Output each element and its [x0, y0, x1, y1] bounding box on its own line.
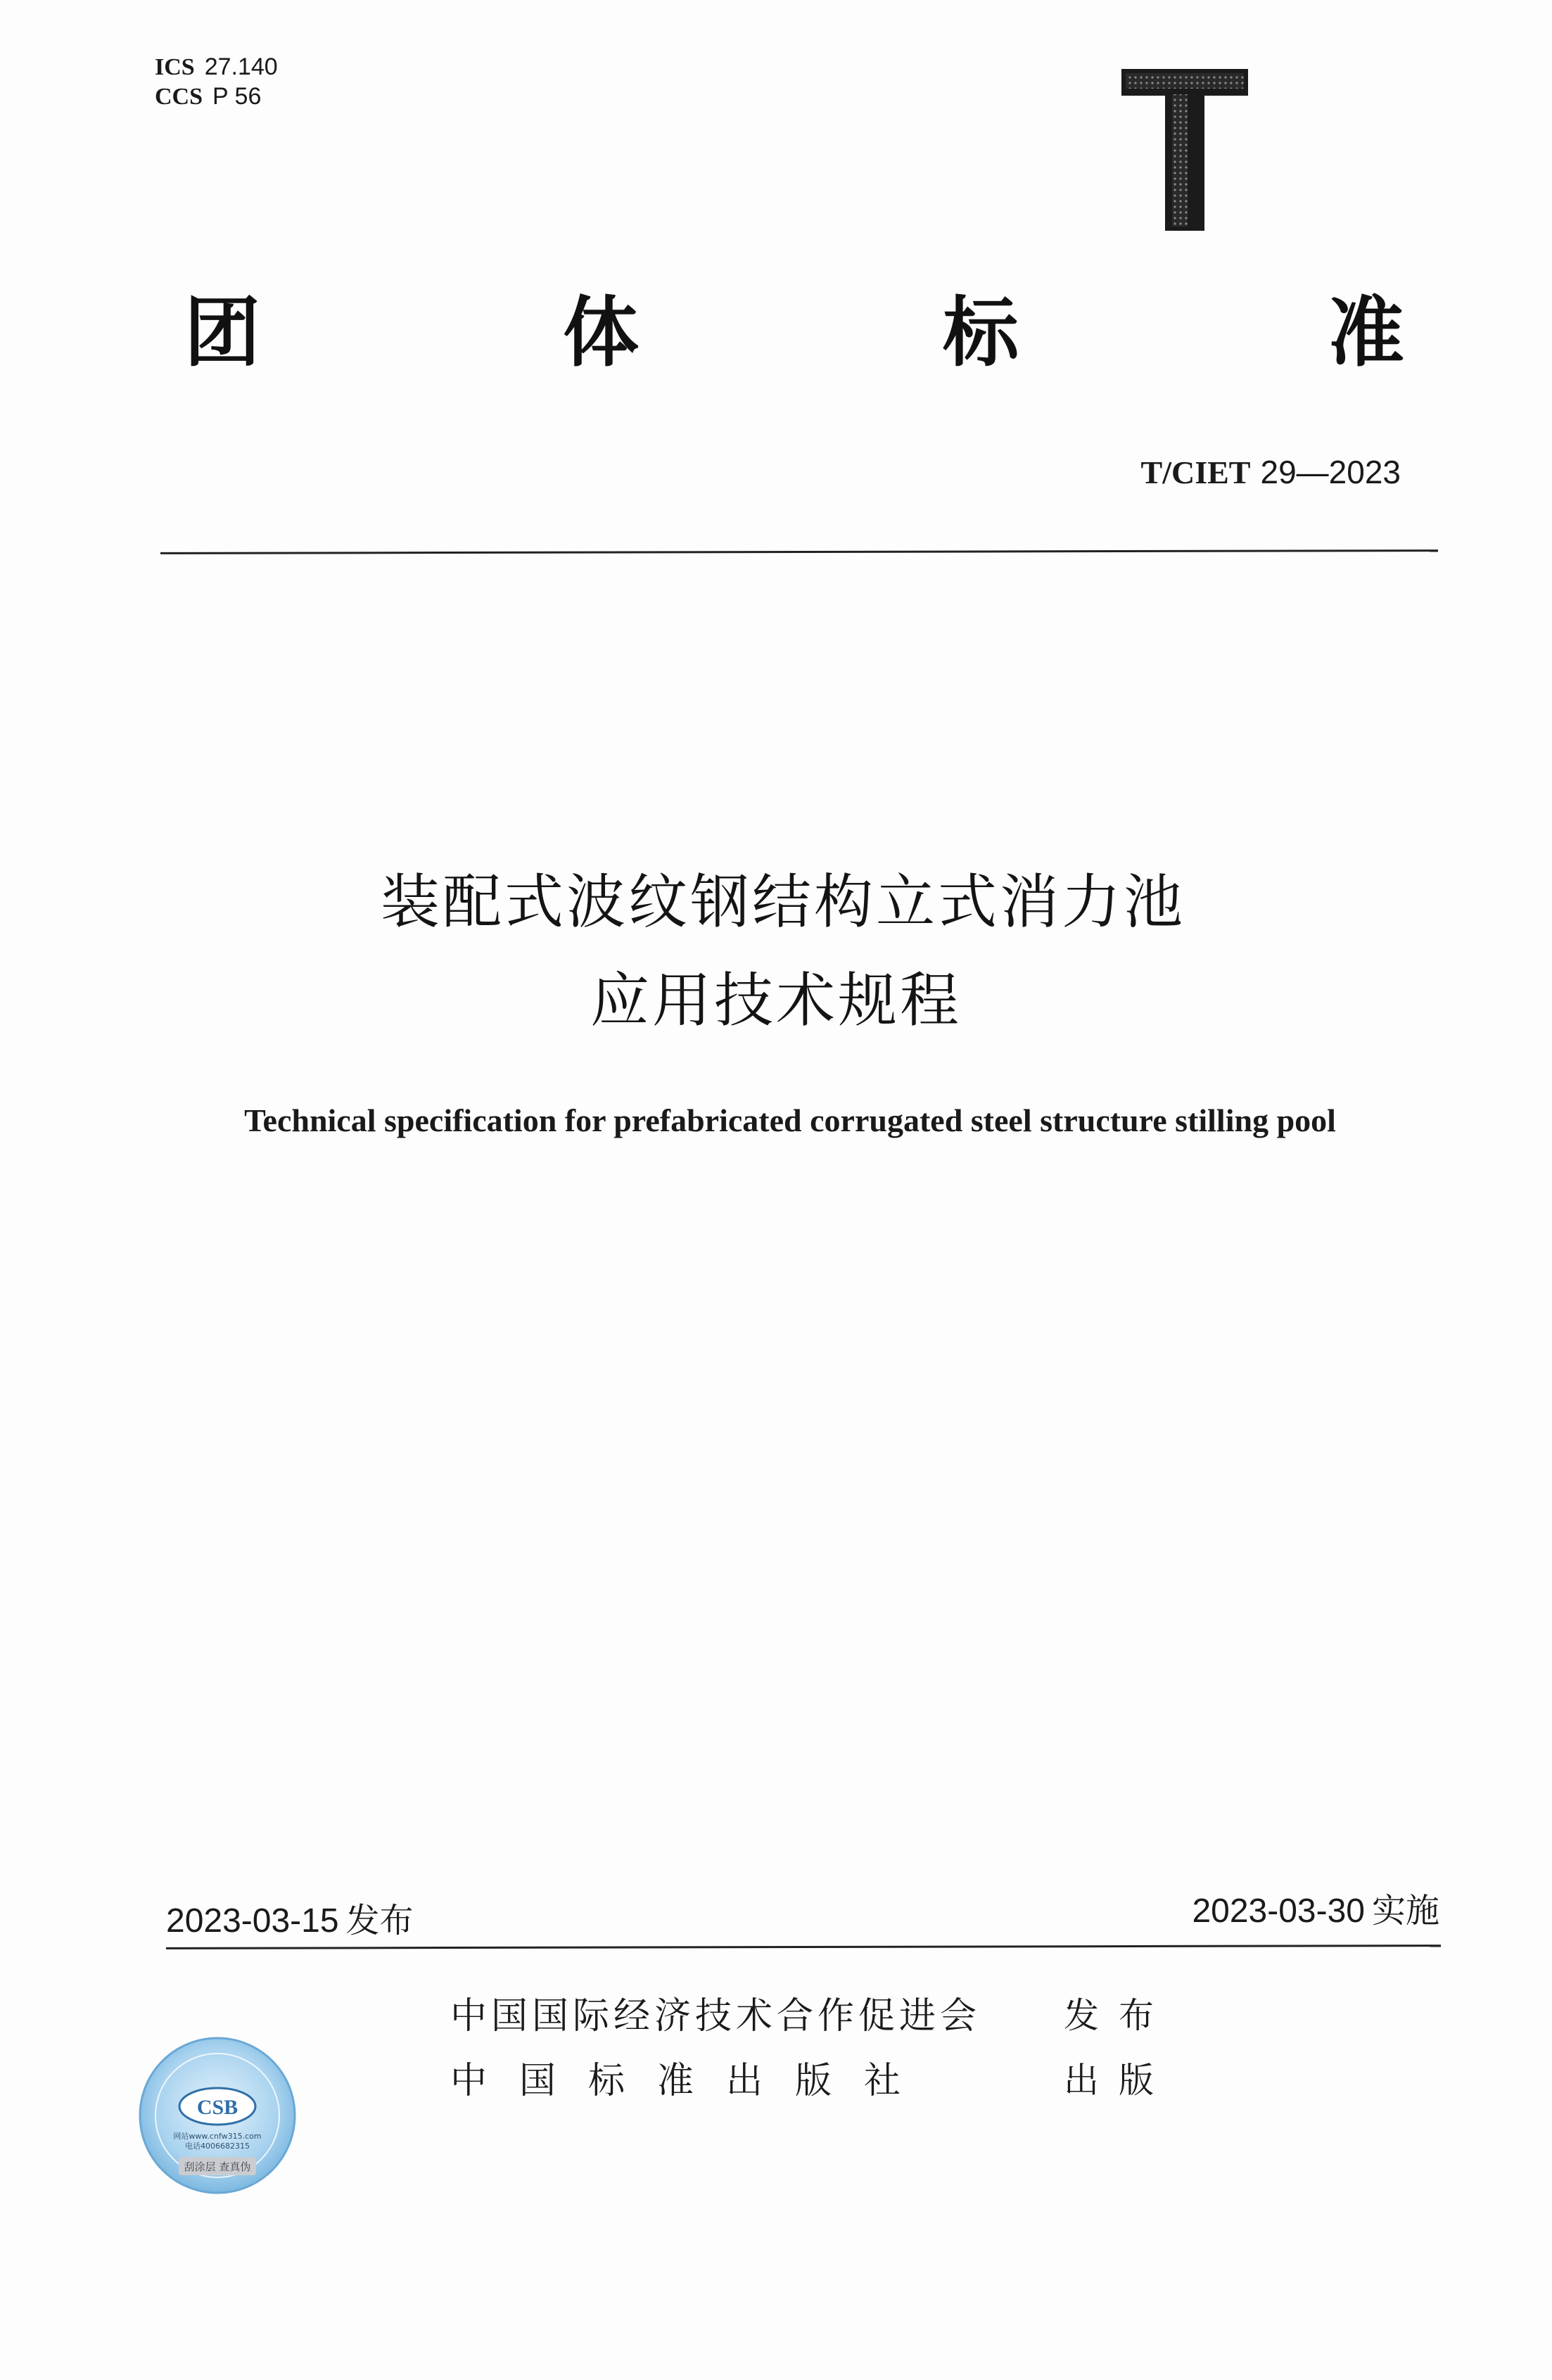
standard-number-prefix: T/CIET — [1140, 454, 1251, 490]
ics-code — [155, 55, 278, 79]
ccs-label: CCS — [155, 84, 203, 110]
title-en: Technical specification for prefabricated corrugated steel structure stilling pool — [244, 1102, 1336, 1138]
title-cn-line-2: 应用技术规程 — [590, 966, 962, 1035]
seal-instruction: 刮涂层 查真伪 — [184, 2161, 251, 2173]
issue-date-label: 发布 — [345, 1901, 414, 1940]
title-cn-line-1: 装配式波纹钢结构立式消力池 — [380, 867, 1185, 936]
issuer-role: 发布 — [1064, 1995, 1173, 2036]
anti-counterfeit-seal — [138, 2036, 297, 2195]
issue-date — [166, 1901, 414, 1940]
csb-logo-icon — [179, 2088, 255, 2125]
seal-phone: 电话4006682315 — [185, 2142, 250, 2151]
standard-type-char-1: 团 — [184, 289, 261, 377]
implement-date-value: 2023-03-30 — [1192, 1892, 1365, 1930]
issue-date-value: 2023-03-15 — [166, 1902, 339, 1940]
publisher-role: 出版 — [1064, 2060, 1173, 2101]
issuer-name: 中国国际经济技术合作促进会 — [450, 1995, 981, 2037]
ics-label: ICS — [155, 54, 195, 80]
standard-type-char-3: 标 — [943, 289, 1019, 377]
standard-type-char-4: 准 — [1328, 289, 1405, 377]
standard-type-char-2: 体 — [563, 289, 640, 377]
seal-website: 网站www.cnfw315.com — [173, 2132, 262, 2141]
standard-number-value: 29—2023 — [1260, 454, 1401, 490]
ccs-value: P 56 — [212, 83, 262, 110]
header-divider — [160, 549, 1438, 554]
ccs-code — [155, 84, 261, 109]
implement-date-label: 实施 — [1371, 1891, 1439, 1930]
publisher-name: 中国标准出版社 — [450, 2060, 934, 2102]
ics-value: 27.140 — [204, 53, 278, 80]
standard-number — [1141, 456, 1401, 489]
implement-date — [1192, 1891, 1439, 1930]
t-standard-logo — [1121, 69, 1248, 231]
footer-divider — [166, 1945, 1441, 1949]
seal-logo-text: CSB — [196, 2096, 238, 2119]
